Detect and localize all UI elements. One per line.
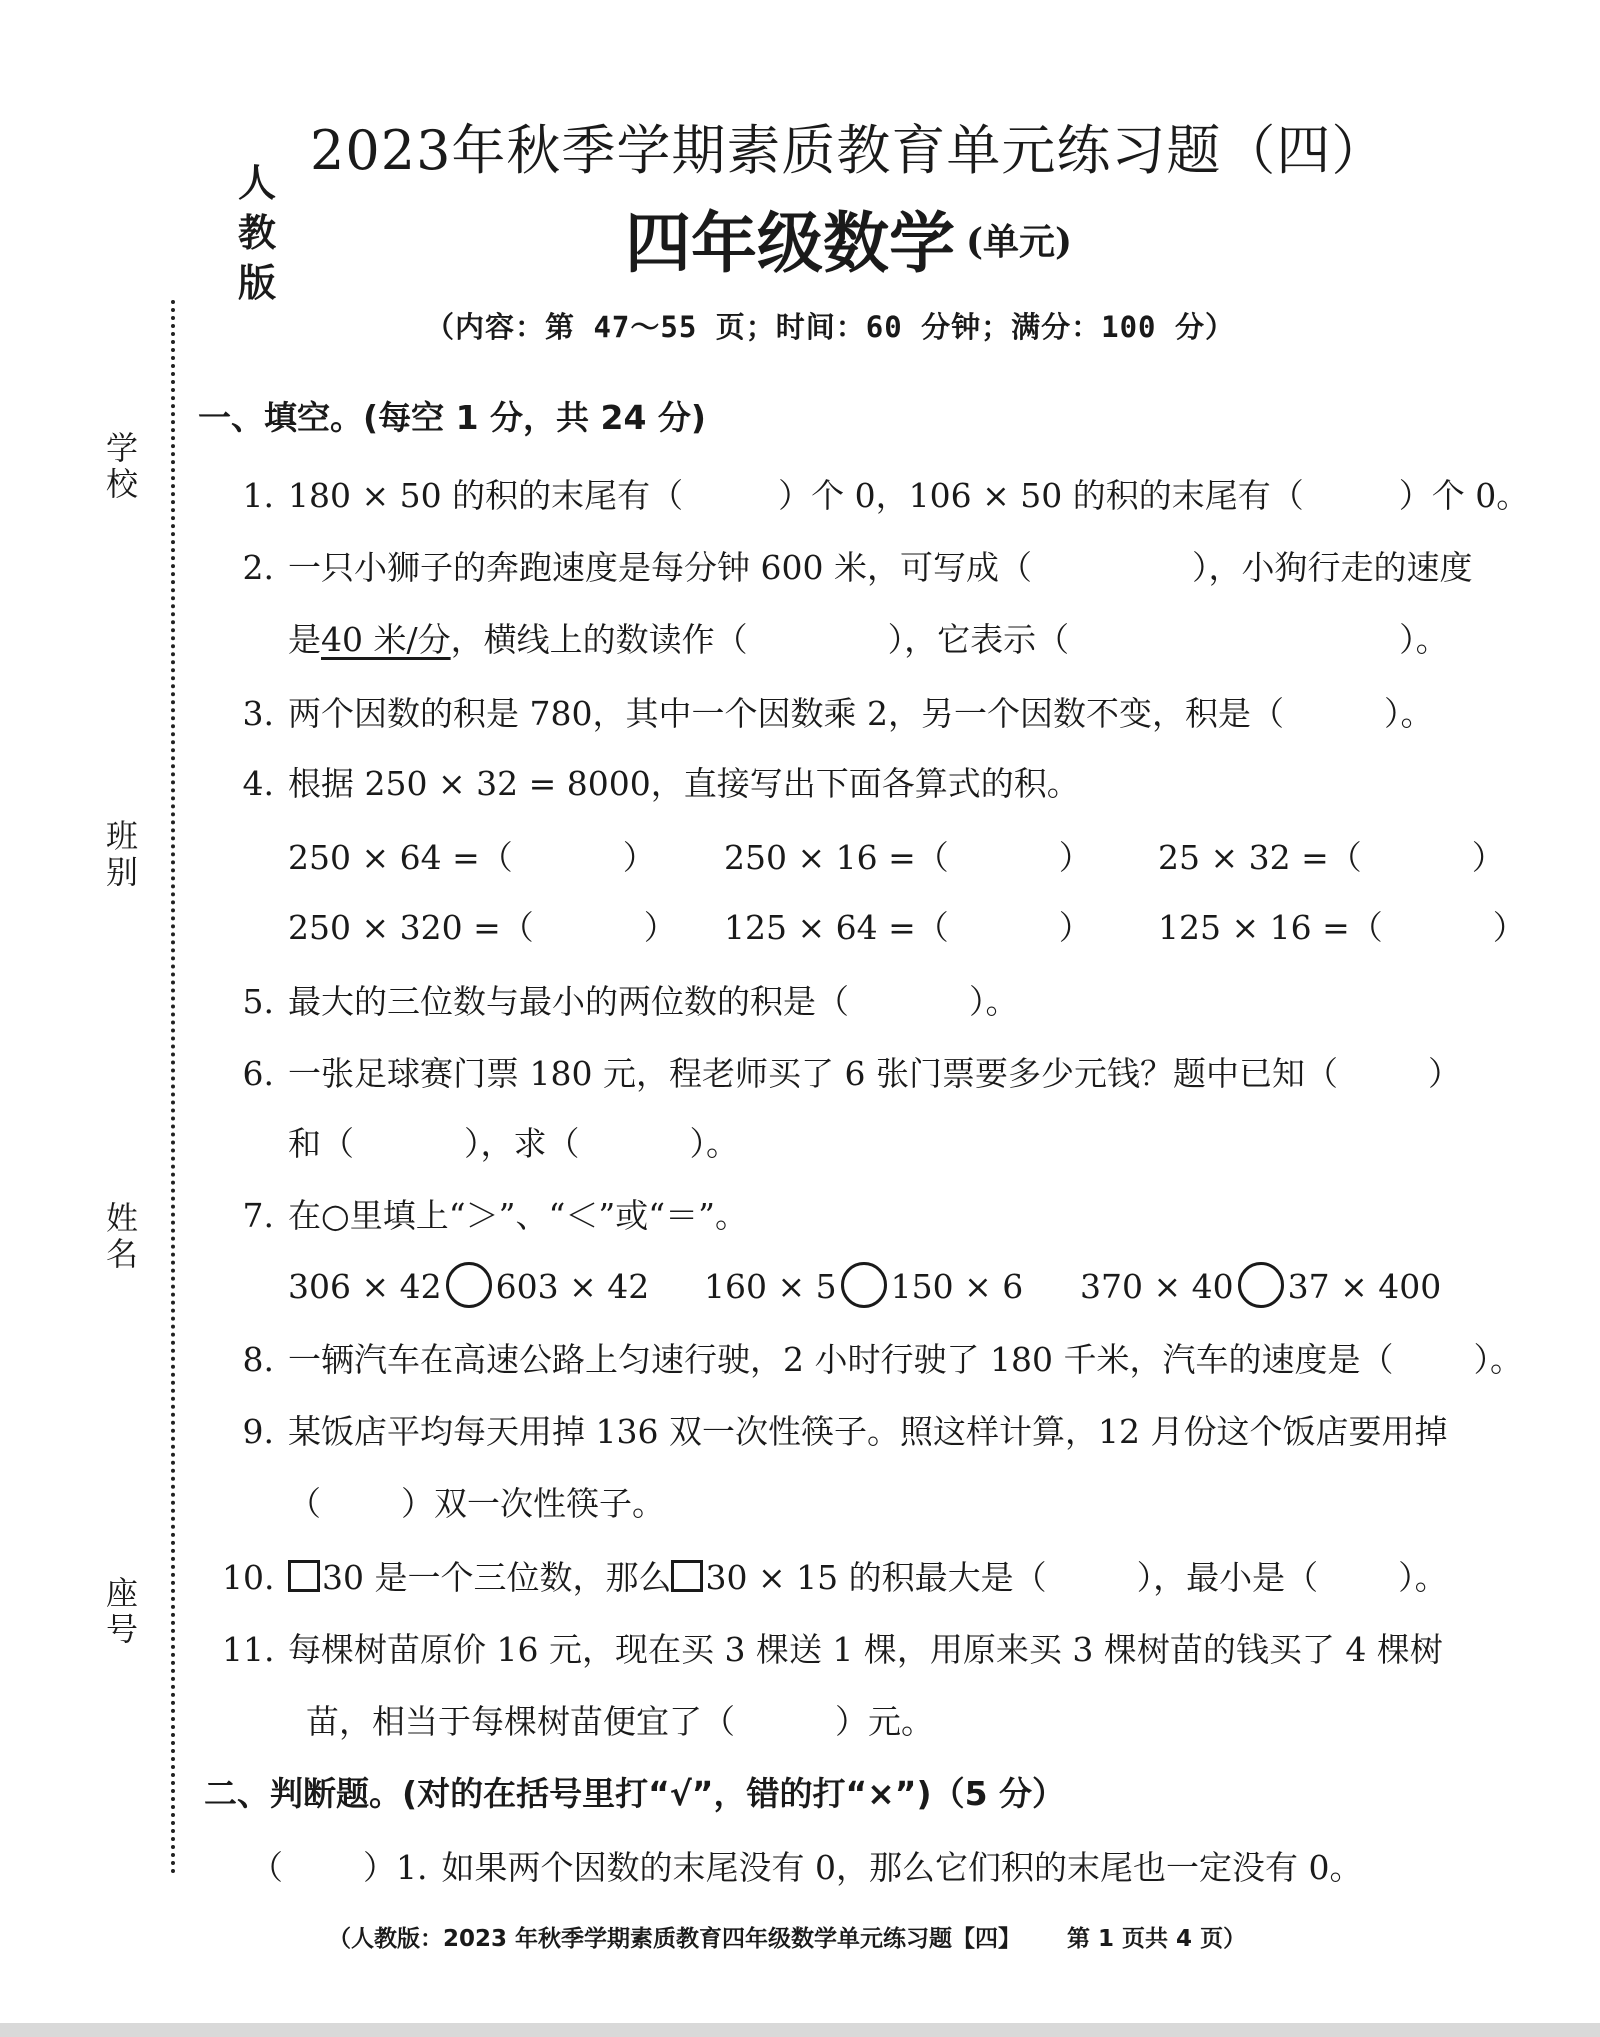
question-text: 苗，相当于每棵树苗便宜了（ <box>306 1702 735 1741</box>
question-text: ）。 <box>1473 1340 1523 1379</box>
question-1 <box>222 470 1529 517</box>
calc-item <box>1158 902 1526 949</box>
bracket-close: ） <box>643 908 677 947</box>
question-2-line-2 <box>288 614 1449 661</box>
question-number: 9. <box>242 1412 274 1451</box>
label-char: 名 <box>105 1235 138 1273</box>
digit-box <box>671 1560 703 1592</box>
calc-item <box>288 832 656 879</box>
question-number: 3. <box>242 694 274 733</box>
question-text: ） <box>1427 1054 1461 1093</box>
calc-item <box>724 902 1092 949</box>
compare-right: 603 × 42 <box>495 1267 650 1306</box>
page-footer <box>328 1920 1246 1953</box>
school-field-label <box>100 430 144 502</box>
question-text: ），求（ <box>464 1124 580 1163</box>
exam-info: （内容：第 47～55 页；时间：60 分钟；满分：100 分） <box>425 310 1235 344</box>
calc-item <box>1158 832 1505 879</box>
question-text: 30 × 15 的积最大是（ <box>705 1558 1047 1597</box>
question-5 <box>222 976 1019 1023</box>
compare-left: 370 × 40 <box>1080 1267 1234 1306</box>
question-text: ），它表示（ <box>887 620 1070 659</box>
question-text: ）个 0，106 × 50 的积的末尾有（ <box>778 476 1304 515</box>
question-text: 180 × 50 的积的末尾有（ <box>288 476 684 515</box>
question-text: 如果两个因数的末尾没有 0，那么它们积的末尾也一定没有 0。 <box>441 1848 1363 1887</box>
footer-text: （人教版：2023 年秋季学期素质教育四年级数学单元练习题【四】 <box>328 1926 1022 1952</box>
class-field-label <box>100 818 144 890</box>
question-10 <box>222 1552 1448 1599</box>
underlined-value: 40 米/分 <box>321 620 451 659</box>
question-text: ），最小是（ <box>1136 1558 1319 1597</box>
question-text: 最大的三位数与最小的两位数的积是（ <box>288 982 849 1021</box>
question-11 <box>222 1624 1443 1671</box>
question-text: 是 <box>288 620 321 659</box>
compare-left: 160 × 5 <box>704 1267 837 1306</box>
question-3 <box>222 688 1433 735</box>
bracket-close: ） <box>1058 908 1092 947</box>
question-text: ）。 <box>1398 1558 1448 1597</box>
question-text: ）个 0。 <box>1398 476 1530 515</box>
question-number: ）1. <box>363 1848 428 1887</box>
question-text: ）。 <box>1383 694 1434 733</box>
question-9-line-2 <box>288 1478 665 1525</box>
question-text: 每棵树苗原价 16 元，现在买 3 棵送 1 棵，用原来买 3 棵树苗的钱买了 4 棵树 <box>288 1630 1443 1669</box>
seat-field-label <box>100 1575 144 1647</box>
name-field-label <box>100 1200 144 1272</box>
edition-char: 教 <box>237 210 276 255</box>
question-text: ，横线上的数读作（ <box>450 620 748 659</box>
question-text: ），小狗行走的速度 <box>1191 548 1473 587</box>
calc-expression: 25 × 32 =（ <box>1158 838 1362 877</box>
section-1-title: 一、填空。(每空 1 分，共 24 分) <box>198 398 707 437</box>
question-text: 一辆汽车在高速公路上匀速行驶，2 小时行驶了 180 千米，汽车的速度是（ <box>288 1340 1394 1379</box>
compare-right: 37 × 400 <box>1287 1267 1442 1306</box>
compare-item <box>288 1262 649 1308</box>
binding-dotted-line <box>171 300 175 1875</box>
question-text: 在○里填上“＞”、“＜”或“＝”。 <box>288 1196 749 1235</box>
question-text: 一只小狮子的奔跑速度是每分钟 600 米，可写成（ <box>288 548 1032 587</box>
question-number: 7. <box>242 1196 274 1235</box>
question-text: ）双一次性筷子。 <box>401 1484 665 1523</box>
page-number: 第 1 页共 4 页） <box>1067 1926 1247 1952</box>
calc-expression: 250 × 320 =（ <box>288 908 534 947</box>
question-text: 根据 250 × 32 = 8000，直接写出下面各算式的积。 <box>288 764 1080 803</box>
question-number: 4. <box>242 764 274 803</box>
question-number: 6. <box>242 1054 274 1093</box>
calc-expression: 125 × 16 =（ <box>1158 908 1383 947</box>
question-2 <box>222 542 1472 589</box>
calc-expression: 250 × 16 =（ <box>724 838 949 877</box>
edition-char: 版 <box>237 260 276 305</box>
question-11-line-2 <box>306 1696 934 1743</box>
compare-left: 306 × 42 <box>288 1267 442 1306</box>
question-text: 一张足球赛门票 180 元，程老师买了 6 张门票要多少元钱？题中已知（ <box>288 1054 1338 1093</box>
bleed-through-mark <box>1450 118 1570 158</box>
question-text: 某饭店平均每天用掉 136 双一次性筷子。照这样计算，12 月份这个饭店要用掉 <box>288 1412 1448 1451</box>
section-2-title: 二、判断题。(对的在括号里打“√”，错的打“×”)（5 分） <box>204 1774 1066 1813</box>
edition-char: 人 <box>237 160 276 205</box>
label-char: 学 <box>105 429 138 467</box>
question-number: 1. <box>242 476 274 515</box>
subtitle-tag: (单元) <box>966 221 1073 263</box>
question-text: 30 是一个三位数，那么 <box>322 1558 672 1597</box>
digit-box <box>288 1560 320 1592</box>
bracket-close: ） <box>1471 838 1505 877</box>
question-text: 和（ <box>288 1124 354 1163</box>
edition-label <box>232 158 282 308</box>
question-text: ）。 <box>1399 620 1449 659</box>
question-4 <box>222 758 1080 805</box>
question-8 <box>222 1334 1523 1381</box>
bracket-close: ） <box>1492 908 1526 947</box>
question-number: 5. <box>242 982 274 1021</box>
question-number: 8. <box>242 1340 274 1379</box>
label-char: 座 <box>105 1574 138 1612</box>
compare-item <box>1080 1262 1441 1308</box>
compare-right: 150 × 6 <box>890 1267 1024 1306</box>
question-7 <box>222 1190 748 1237</box>
question-text: ）。 <box>689 1124 739 1163</box>
exam-title: 2023年秋季学期素质教育单元练习题（四） <box>310 119 1387 182</box>
bracket-close: ） <box>1058 838 1092 877</box>
label-char: 校 <box>105 465 138 503</box>
compare-circle[interactable] <box>841 1262 887 1308</box>
question-text: ）元。 <box>835 1702 934 1741</box>
bracket-open: （ <box>250 1848 283 1887</box>
label-char: 别 <box>105 853 138 891</box>
question-text: （ <box>288 1484 321 1523</box>
calc-expression: 250 × 64 =（ <box>288 838 513 877</box>
question-text: ）。 <box>969 982 1019 1021</box>
calc-item <box>724 832 1092 879</box>
label-char: 姓 <box>105 1199 138 1237</box>
scan-edge <box>0 2023 1600 2037</box>
bracket-close: ） <box>622 838 656 877</box>
calc-item <box>288 902 677 949</box>
compare-circle[interactable] <box>446 1262 492 1308</box>
question-9 <box>222 1406 1447 1453</box>
judge-question-1 <box>250 1842 1362 1889</box>
question-6 <box>222 1048 1461 1095</box>
question-number: 11. <box>222 1630 275 1669</box>
exam-subtitle: 四年级数学 <box>625 204 955 282</box>
compare-item <box>704 1262 1023 1308</box>
label-char: 号 <box>105 1610 138 1648</box>
question-number: 10. <box>222 1558 275 1597</box>
question-text: 两个因数的积是 780，其中一个因数乘 2，另一个因数不变，积是（ <box>288 694 1284 733</box>
label-char: 班 <box>105 817 138 855</box>
question-number: 2. <box>242 548 274 587</box>
calc-expression: 125 × 64 =（ <box>724 908 949 947</box>
compare-circle[interactable] <box>1238 1262 1284 1308</box>
question-6-line-2 <box>288 1118 739 1165</box>
